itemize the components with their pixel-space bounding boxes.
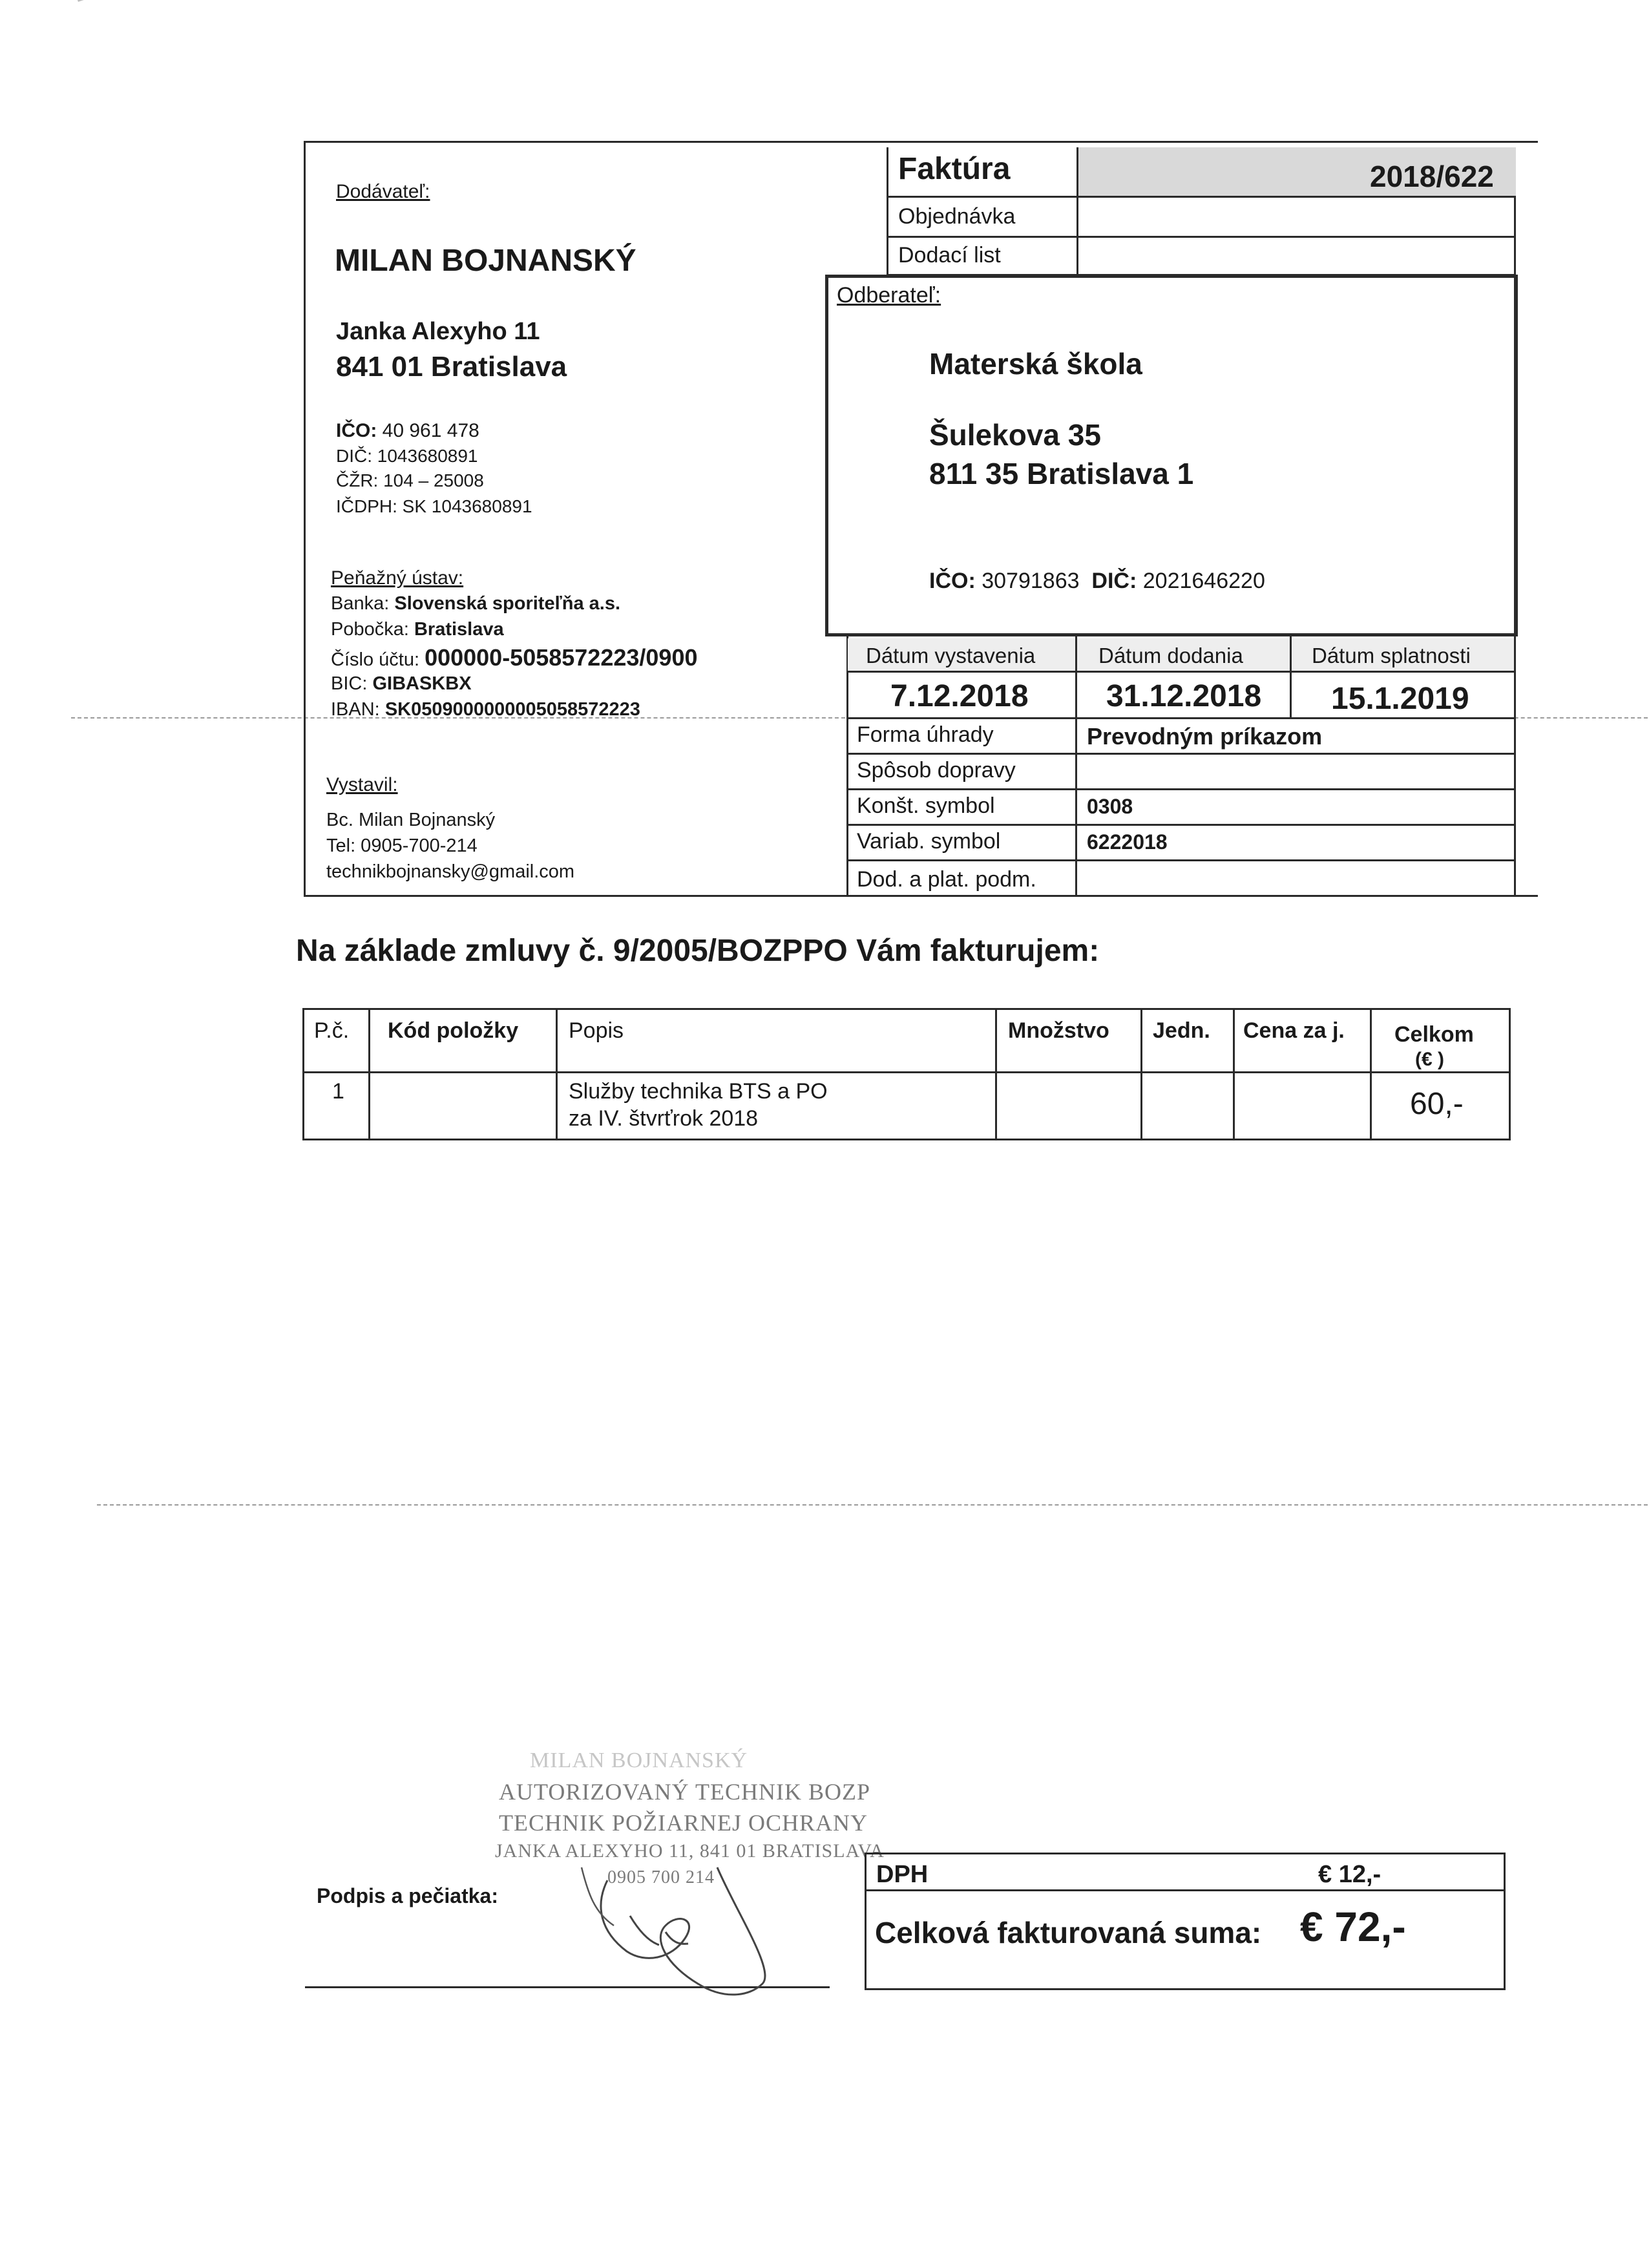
- dates-line-header: [846, 671, 1516, 673]
- header-frame-top: [304, 141, 1538, 143]
- bank-account-line: [331, 646, 697, 669]
- payment-terms-label: Dod. a plat. podm.: [857, 867, 1036, 892]
- iban-value: SK0509000000005058572223: [384, 699, 640, 720]
- supplier-street: Janka Alexyho 11: [336, 318, 540, 345]
- col-header-total: Celkom: [1394, 1022, 1474, 1047]
- supplier-czr: ČŽR: 104 – 25008: [336, 470, 484, 490]
- supplier-name: MILAN BOJNANSKÝ: [335, 244, 636, 278]
- date-issued-label: Dátum vystavenia: [866, 644, 1036, 667]
- pay-line-1: [846, 753, 1516, 755]
- items-col-3: [995, 1008, 997, 1140]
- header-frame-bottom: [304, 895, 1538, 897]
- date-delivery: 31.12.2018: [1106, 679, 1262, 713]
- items-col-6: [1370, 1008, 1372, 1140]
- order-label: Objednávka: [898, 204, 1016, 229]
- header-frame-left: [304, 141, 306, 897]
- col-header-total-unit: (€ ): [1415, 1049, 1444, 1070]
- supplier-heading: Dodávateľ:: [336, 181, 430, 202]
- stamp-line-5: 0905 700 214: [607, 1867, 715, 1887]
- account-label: Číslo účtu:: [331, 649, 419, 670]
- grand-total-value: € 72,-: [1300, 1904, 1406, 1950]
- invoice-title-col-divider: [1077, 147, 1078, 277]
- issuer-heading: Vystavil:: [326, 774, 398, 795]
- col-header-price: Cena za j.: [1243, 1018, 1345, 1043]
- dates-line-bottom: [846, 717, 1516, 719]
- fold-line-middle: [97, 1504, 1648, 1506]
- dates-col-2: [1290, 636, 1292, 719]
- account-value: 000000-5058572223/0900: [425, 644, 698, 671]
- col-header-pc: P.č.: [314, 1018, 350, 1043]
- customer-dic-label: DIČ:: [1091, 569, 1137, 593]
- items-col-4: [1140, 1008, 1142, 1140]
- handwritten-signature: [569, 1854, 788, 2010]
- customer-ico-label: IČO:: [929, 569, 976, 593]
- issuer-name: Bc. Milan Bojnanský: [326, 810, 496, 830]
- col-header-qty: Množstvo: [1008, 1018, 1109, 1043]
- stamp-line-3: TECHNIK POŽIARNEJ OCHRANY: [499, 1810, 868, 1836]
- customer-ids: [929, 570, 1265, 592]
- vat-label: DPH: [876, 1861, 929, 1888]
- totals-divider: [865, 1889, 1506, 1891]
- contract-intro: Na základe zmluvy č. 9/2005/BOZPPO Vám fakturujem:: [296, 934, 1100, 968]
- payment-transport-label: Spôsob dopravy: [857, 758, 1016, 782]
- supplier-ico-label: IČO:: [336, 420, 377, 441]
- col-header-unit: Jedn.: [1153, 1018, 1210, 1043]
- payment-form-value: Prevodným príkazom: [1087, 723, 1323, 750]
- row-total: 60,-: [1410, 1087, 1464, 1121]
- invoice-row-line-1: [887, 196, 1516, 198]
- supplier-ico-value: 40 961 478: [382, 420, 479, 441]
- invoice-title: Faktúra: [898, 152, 1011, 186]
- supplier-icdph: IČDPH: SK 1043680891: [336, 496, 532, 516]
- scan-corner-mark: [78, 0, 154, 26]
- branch-label: Pobočka:: [331, 619, 409, 640]
- col-header-code: Kód položky: [388, 1018, 519, 1043]
- issuer-tel: Tel: 0905-700-214: [326, 835, 478, 856]
- vat-value: € 12,-: [1318, 1861, 1381, 1888]
- supplier-ico: [336, 421, 479, 441]
- bank-label: Banka:: [331, 593, 390, 614]
- payment-var-label: Variab. symbol: [857, 829, 1001, 854]
- bank-name-line: [331, 594, 620, 613]
- items-header-line: [302, 1071, 1511, 1073]
- invoice-number: 2018/622: [1370, 160, 1494, 193]
- stamp-line-4: JANKA ALEXYHO 11, 841 01 BRATISLAVA: [495, 1840, 885, 1862]
- bic-value: GIBASKBX: [372, 673, 472, 694]
- row-desc-line1: Služby technika BTS a PO: [569, 1079, 828, 1104]
- bank-iban-line: [331, 700, 640, 719]
- customer-ico-value: 30791863: [982, 569, 1080, 593]
- col-header-desc: Popis: [569, 1018, 624, 1043]
- invoice-row-line-2: [887, 236, 1516, 238]
- issuer-email: technikbojnansky@gmail.com: [326, 861, 575, 882]
- branch-value: Bratislava: [414, 619, 504, 640]
- payment-var-value: 6222018: [1087, 830, 1168, 854]
- pay-line-4: [846, 859, 1516, 861]
- pay-col: [1075, 717, 1077, 897]
- row-desc-line2: za IV. štvrťrok 2018: [569, 1106, 759, 1131]
- row-pc: 1: [332, 1079, 344, 1104]
- payment-const-value: 0308: [1087, 795, 1133, 818]
- pay-line-3: [846, 824, 1516, 826]
- customer-street: Šulekova 35: [929, 418, 1101, 452]
- bank-value: Slovenská sporiteľňa a.s.: [394, 593, 621, 614]
- header-divider: [887, 147, 888, 277]
- header-divider-lower: [846, 636, 848, 897]
- customer-dic-value: 2021646220: [1142, 569, 1265, 593]
- bank-bic-line: [331, 675, 472, 693]
- grand-total-label: Celková fakturovaná suma:: [875, 1916, 1262, 1949]
- bank-branch-line: [331, 620, 504, 639]
- items-col-2: [556, 1008, 558, 1140]
- date-delivery-label: Dátum dodania: [1098, 644, 1243, 667]
- customer-city: 811 35 Bratislava 1: [929, 457, 1194, 490]
- supplier-dic: DIČ: 1043680891: [336, 446, 478, 466]
- supplier-city: 841 01 Bratislava: [336, 351, 567, 383]
- stamp-line-2: AUTORIZOVANÝ TECHNIK BOZP: [499, 1779, 871, 1805]
- bank-heading: Peňažný ústav:: [331, 567, 464, 589]
- stamp-line-1: MILAN BOJNANSKÝ: [530, 1748, 748, 1772]
- payment-form-label: Forma úhrady: [857, 722, 994, 747]
- bic-label: BIC:: [331, 673, 368, 694]
- payment-const-label: Konšt. symbol: [857, 793, 995, 818]
- date-due: 15.1.2019: [1331, 682, 1469, 716]
- date-due-label: Dátum splatnosti: [1312, 644, 1471, 667]
- delivery-note-label: Dodací list: [898, 243, 1001, 268]
- dates-col-1: [1075, 636, 1077, 719]
- customer-heading: Odberateľ:: [837, 283, 941, 308]
- date-issued: 7.12.2018: [890, 679, 1029, 713]
- iban-label: IBAN:: [331, 699, 380, 720]
- signature-label: Podpis a pečiatka:: [317, 1884, 498, 1907]
- items-col-5: [1233, 1008, 1235, 1140]
- pay-line-2: [846, 788, 1516, 790]
- items-col-1: [368, 1008, 370, 1140]
- customer-name: Materská škola: [929, 347, 1142, 381]
